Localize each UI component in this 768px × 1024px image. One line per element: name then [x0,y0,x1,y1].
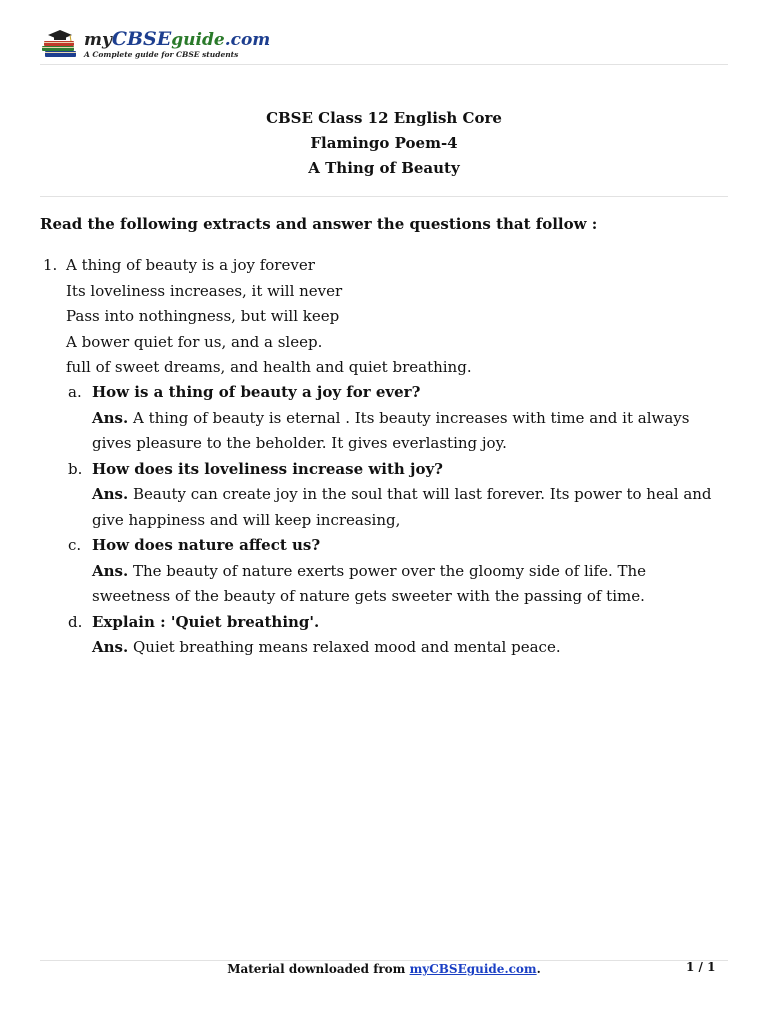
footer-link[interactable]: myCBSEguide.com [409,962,537,976]
poem-line: full of sweet dreams, and health and quiet breathing. [66,358,472,376]
brand-part-guide: guide [171,29,225,50]
answer-text: Beauty can create joy in the soul that will last forever. Its power to heal and give happiness and will keep increasing, [92,485,712,529]
poem-line: A bower quiet for us, and a sleep. [66,332,323,351]
brand-part-my: my [84,29,112,50]
subquestion-d [66,610,728,661]
subquestion-b [66,457,728,534]
answer [92,635,728,661]
footer-divider [40,960,728,961]
page-number: 1 / 1 [686,960,716,974]
document-titles [40,106,728,181]
subquestion-list [66,380,728,661]
footer-text: Material downloaded from [227,962,410,976]
subquestion-c [66,533,728,610]
question-number: 1. [43,256,58,274]
answer [92,406,728,457]
answer [92,559,728,610]
subquestion-a [66,380,728,457]
footer-suffix: . [536,962,541,976]
answer-text: A thing of beauty is eternal . Its beauty increases with time and it always gives pleasure to the beholder. It gives everlasting joy. [92,408,690,452]
brand-part-cbse: CBSE [111,27,172,50]
title-divider [40,196,728,197]
title-line-2: Flamingo Poem-4 [310,134,458,152]
poem-extract [66,253,472,381]
footer [40,962,728,976]
subquestion-text: Explain : 'Quiet breathing'. [92,612,320,631]
title-line-3: A Thing of Beauty [308,159,460,177]
subquestion-text: How does its loveliness increase with joy? [92,459,443,478]
answer-label: Ans. [92,561,129,580]
poem-line: A thing of beauty is a joy forever [66,256,315,274]
answer-label: Ans. [92,638,129,656]
poem-line: Its loveliness increases, it will never [66,281,343,300]
subquestion-letter: a. [68,383,82,401]
brand-name [84,27,271,50]
subquestion-letter: b. [68,459,83,478]
instruction-text: Read the following extracts and answer the questions that follow : [40,215,598,233]
site-header [40,26,270,62]
answer-label: Ans. [92,485,129,503]
answer-text: The beauty of nature exerts power over the gloomy side of life. The sweetness of the beauty of nature gets sweeter with the passing of time. [92,561,647,605]
answer-text: Quiet breathing means relaxed mood and mental peace. [133,638,561,656]
poem-line: Pass into nothingness, but will keep [66,307,340,325]
brand-tagline: A Complete guide for CBSE students [84,49,239,59]
subquestion-letter: c. [68,536,82,554]
subquestion-text: How does nature affect us? [92,536,321,554]
answer-label: Ans. [92,408,129,427]
answer [92,482,728,533]
subquestion-text: How is a thing of beauty a joy for ever? [92,383,421,401]
brand-part-com: .com [224,29,271,50]
title-line-1: CBSE Class 12 English Core [266,109,502,127]
header-divider [40,64,728,65]
subquestion-letter: d. [68,612,83,631]
books-logo-icon [40,29,80,59]
